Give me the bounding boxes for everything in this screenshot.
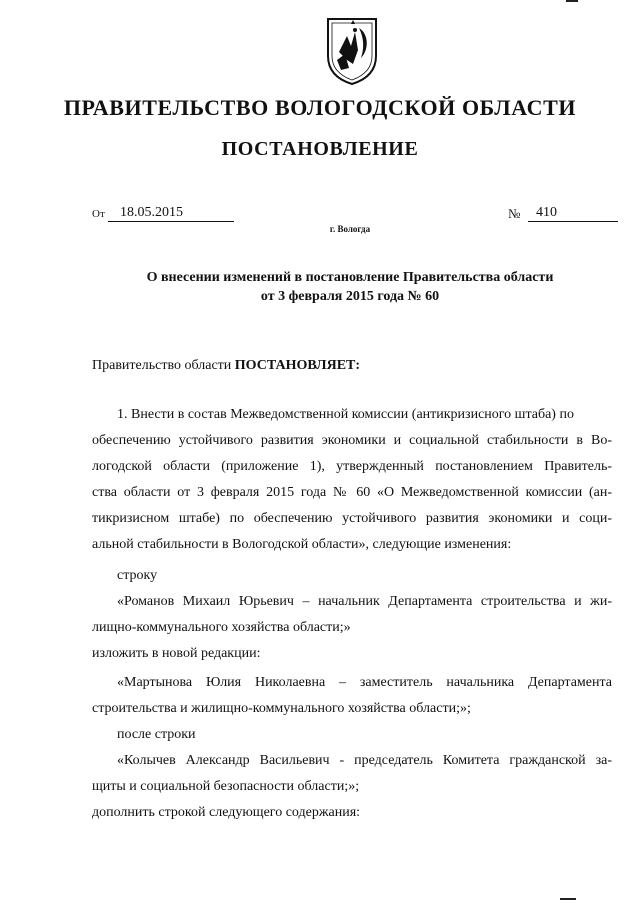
body-line: обеспечению устойчивого развития экономики и социальной стабильности в Во- [92, 433, 612, 448]
city: г. Вологда [329, 224, 371, 234]
body-line: «Мартынова Юлия Николаевна – заместитель начальника Департамента [117, 675, 612, 690]
scan-mark-top [566, 0, 578, 2]
body-line: дополнить строкой следующего содержания: [92, 805, 361, 820]
body-line: щиты и социальной безопасности области;»; [92, 779, 360, 794]
document-number: 410 [528, 204, 618, 222]
body-line: лищно-коммунального хозяйства области;» [92, 620, 351, 635]
body-line: логодской области (приложение 1), утвержденный постановлением Правитель- [92, 459, 612, 474]
body-line: изложить в новой редакции: [92, 646, 261, 661]
body-line: «Колычев Александр Васильевич - председатель Комитета гражданской за- [117, 753, 612, 768]
document-subject [0, 268, 640, 306]
body-line: ства области от 3 февраля 2015 года № 60 «О Межведомственной комиссии (ан- [92, 485, 612, 500]
date-prefix: От [92, 208, 105, 220]
subject-line-1: О внесении изменений в постановление Правительства области [146, 270, 554, 285]
subject-line-2: от 3 февраля 2015 года № 60 [260, 289, 440, 304]
body-line: после строки [117, 727, 196, 742]
body-line: «Романов Михаил Юрьевич – начальник Департамента строительства и жи- [117, 594, 612, 609]
body-line: 1. Внести в состав Межведомственной комиссии (антикризисного штаба) по [117, 407, 574, 422]
lead-keyword: ПОСТАНОВЛЯЕТ: [234, 358, 361, 373]
scan-mark-bottom [560, 898, 576, 900]
document-type: ПОСТАНОВЛЕНИЕ [221, 138, 419, 160]
document-date: 18.05.2015 [108, 204, 234, 222]
body-line: строку [117, 568, 158, 583]
resolution-lead [92, 358, 360, 374]
body-line: строительства и жилищно-коммунального хозяйства области;»; [92, 701, 471, 716]
number-prefix: № [508, 206, 521, 221]
coat-of-arms-icon [325, 16, 379, 86]
lead-text: Правительство области [92, 358, 235, 373]
body-line: тикризисном штабе) по обеспечению устойчивого развития экономики и соци- [92, 511, 612, 526]
body-line: альной стабильности в Вологодской области», следующие изменения: [92, 537, 512, 552]
organization-title: ПРАВИТЕЛЬСТВО ВОЛОГОДСКОЙ ОБЛАСТИ [63, 95, 577, 120]
